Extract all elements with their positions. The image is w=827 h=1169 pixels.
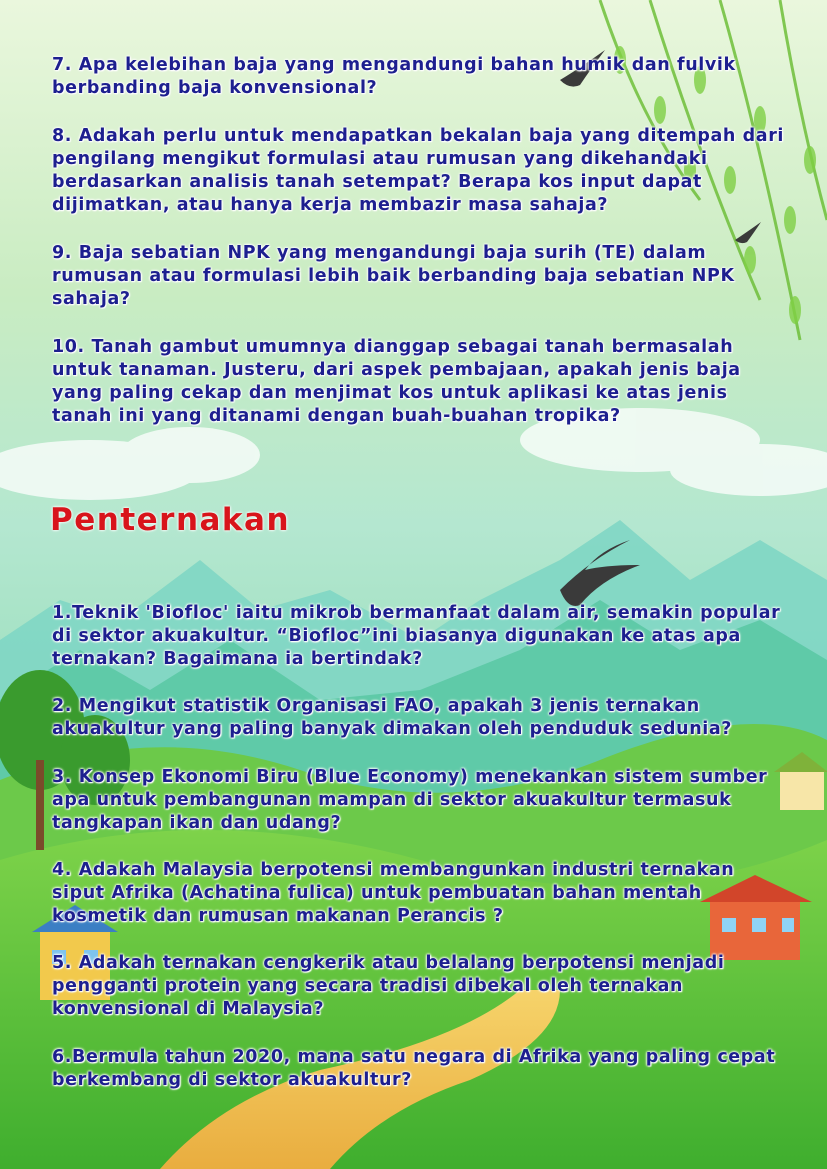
question-6: 6.Bermula tahun 2020, mana satu negara di Afrika yang paling cepat berkembang di sektor akuakultur? xyxy=(52,1047,776,1090)
question-10: 10. Tanah gambut umumnya dianggap sebagai tanah bermasalah untuk tanaman. Justeru, dari aspek pembajaan, apakah jenis baja yang paling cekap dan menjimat kos untuk aplikasi ke atas jenis tanah ini yang ditanami dengan buah-buahan tropika? xyxy=(52,337,741,426)
question-1: 1.Teknik 'Biofloc' iaitu mikrob bermanfaat dalam air, semakin popular di sektor akuakultur. “Biofloc”ini biasanya digunakan ke atas apa ternakan? Bagaimana ia bertindak? xyxy=(52,603,781,669)
question-4: 4. Adakah Malaysia berpotensi membangunkan industri ternakan siput Afrika (Achatina fulica) untuk pembuatan bahan mentah kosmetik dan rumusan makanan Perancis ? xyxy=(52,860,735,926)
question-2: 2. Mengikut statistik Organisasi FAO, apakah 3 jenis ternakan akuakultur yang paling banyak dimakan oleh penduduk sedunia? xyxy=(52,696,733,739)
question-5: 5. Adakah ternakan cengkerik atau belalang berpotensi menjadi pengganti protein yang secara tradisi dibekal oleh ternakan konvensional di Malaysia? xyxy=(52,953,725,1019)
question-9: 9. Baja sebatian NPK yang mengandungi baja surih (TE) dalam rumusan atau formulasi lebih baik berbanding baja sebatian NPK sahaja? xyxy=(52,243,735,309)
question-3: 3. Konsep Ekonomi Biru (Blue Economy) menekankan sistem sumber apa untuk pembangunan mampan di sektor akuakultur termasuk tangkapan ikan dan udang? xyxy=(52,767,768,833)
section-heading: Penternakan xyxy=(50,502,291,538)
question-7: 7. Apa kelebihan baja yang mengandungi bahan humik dan fulvik berbanding baja konvensional? xyxy=(52,55,736,98)
question-8: 8. Adakah perlu untuk mendapatkan bekalan baja yang ditempah dari pengilang mengikut formulasi atau rumusan yang dikehandaki berdasarkan analisis tanah setempat? Berapa kos input dapat dijimatkan, atau hanya kerja membazir masa sahaja? xyxy=(52,126,785,215)
